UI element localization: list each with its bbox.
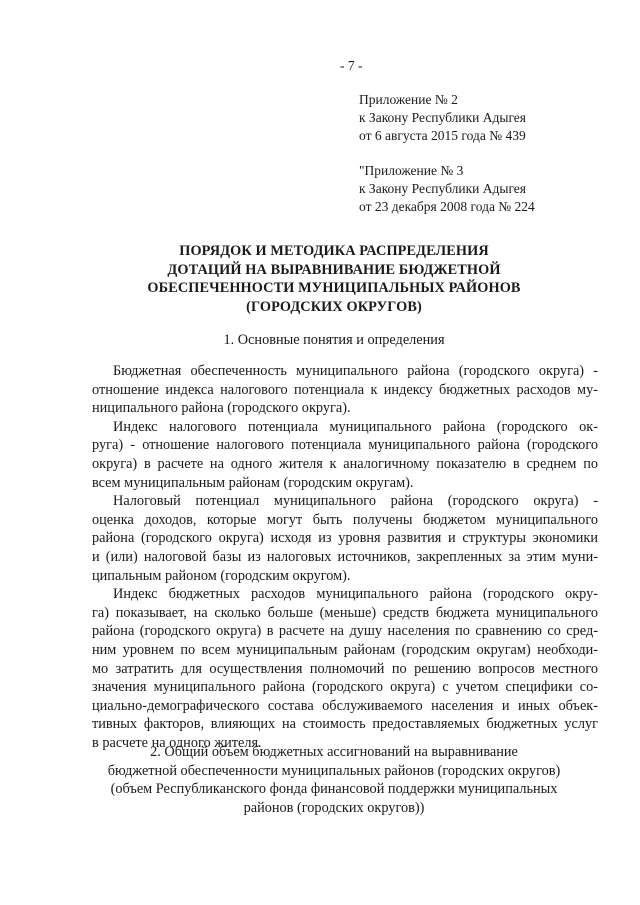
text-line: отношение индекса налогового потенциала к индексу бюджетных расходов му- <box>92 381 598 398</box>
appendix-line: к Закону Республики Адыгея <box>359 110 527 125</box>
section-1-heading <box>95 331 573 350</box>
appendix-reference-original <box>359 162 535 216</box>
text-line: мо затратить для осуществления полномочий по решению вопросов местного <box>92 660 598 677</box>
text-line: значения муниципального района (городского округа) с учетом специфики со- <box>92 679 598 696</box>
appendix-line: "Приложение № 3 <box>359 163 464 178</box>
section-heading-line: районов (городских округов)) <box>243 799 425 816</box>
section-heading-line: (объем Республиканского фонда финансовой поддержки муниципальных <box>110 781 558 797</box>
text-line: района (городского округа) исходя из уровня развития и структуры экономики <box>92 530 598 547</box>
section-heading-line: бюджетной обеспеченности муниципальных районов (городских округов) <box>107 762 561 779</box>
page-number: - 7 - <box>340 58 363 73</box>
definitions-body <box>92 362 598 752</box>
appendix-line: от 6 августа 2015 года № 439 <box>359 128 526 143</box>
text-line: и (или) налоговой базы из налоговых источников, закрепленных за этим муни- <box>92 548 598 565</box>
document-title <box>95 242 573 316</box>
section-heading-line: 1. Основные понятия и определения <box>223 332 445 348</box>
text-line: в расчете на одного жителя. <box>92 734 262 751</box>
text-line: ниципального района (городского округа). <box>92 400 351 417</box>
appendix-line: Приложение № 2 <box>359 92 458 107</box>
title-line: ОБЕСПЕЧЕННОСТИ МУНИЦИПАЛЬНЫХ РАЙОНОВ <box>147 280 521 296</box>
text-line: Бюджетная обеспеченность муниципального района (городского округа) - <box>113 363 598 379</box>
text-line: Индекс бюджетных расходов муниципального района (городского окру- <box>113 586 598 603</box>
text-line: Налоговый потенциал муниципального района (городского округа) - <box>113 493 598 510</box>
title-line: (ГОРОДСКИХ ОКРУГОВ) <box>246 298 422 315</box>
title-line: ПОРЯДОК И МЕТОДИКА РАСПРЕДЕЛЕНИЯ <box>179 243 489 259</box>
text-line: руга) - отношение налогового потенциала муниципального района (городского <box>92 437 598 454</box>
text-line: ципальным районом (городским округом). <box>92 567 351 584</box>
title-line: ДОТАЦИЙ НА ВЫРАВНИВАНИЕ БЮДЖЕТНОЙ <box>167 261 501 278</box>
section-2-heading <box>95 743 573 817</box>
text-line: всем муниципальным районам (городским округам). <box>92 474 414 491</box>
appendix-line: к Закону Республики Адыгея <box>359 181 527 196</box>
section-heading-line: 2. Общий объем бюджетных ассигнований на выравнивание <box>150 744 518 760</box>
text-line: оценка доходов, которые могут быть получены бюджетом муниципального <box>92 511 598 528</box>
text-line: га) показывает, на сколько больше (меньше) средств бюджета муниципального <box>92 604 598 621</box>
text-line: циально-демографического состава обслуживаемого населения и иных объек- <box>92 697 598 714</box>
text-line: ним уровнем по всем муниципальным районам (городским округам) необходи- <box>92 641 598 658</box>
appendix-line: от 23 декабря 2008 года № 224 <box>359 199 535 214</box>
text-line: Индекс налогового потенциала муниципального района (городского ок- <box>113 418 598 435</box>
text-line: тивных факторов, влияющих на стоимость предоставляемых бюджетных услуг <box>92 716 598 733</box>
appendix-reference-current <box>359 91 526 145</box>
text-line: округа) в расчете на одного жителя к аналогичному показателю в среднем по <box>92 455 598 472</box>
text-line: района (городского округа) в расчете на душу населения по сравнению со сред- <box>92 623 598 640</box>
